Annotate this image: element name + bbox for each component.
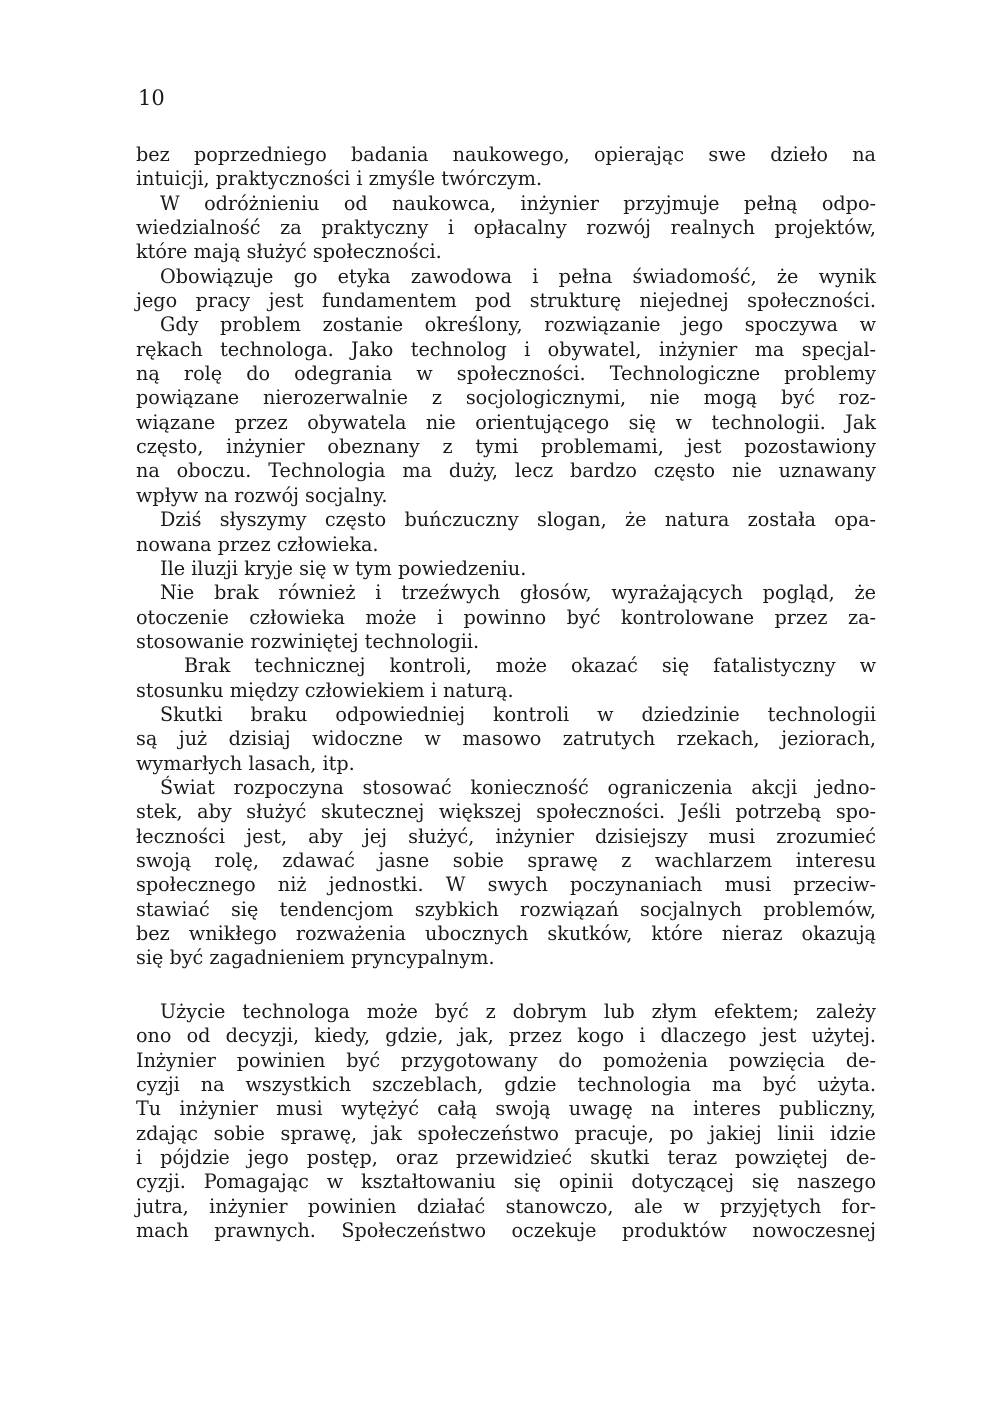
text-line: stawiać się tendencjom szybkich rozwiązań socjalnych problemów, xyxy=(136,897,876,921)
text-block-1 xyxy=(136,143,876,971)
text-line: Dziś słyszymy często buńczuczny slogan, że natura została opa- xyxy=(160,508,876,532)
text-line: stek, aby służyć skutecznej większej społeczności. Jeśli potrzebą spo- xyxy=(136,800,876,824)
text-line: społecznego niż jednostki. W swych poczynaniach musi przeciw- xyxy=(136,873,876,897)
page-number: 10 xyxy=(138,86,165,110)
text-line: bez wnikłego rozważenia ubocznych skutków, które nieraz okazują xyxy=(136,922,876,945)
text-line: swoją rolę, zdawać jasne sobie sprawę z wachlarzem interesu xyxy=(136,848,876,872)
text-line: Gdy problem zostanie określony, rozwiązanie jego spoczywa w xyxy=(160,313,876,337)
text-line: które mają służyć społeczności. xyxy=(136,240,442,264)
text-line: Świat rozpoczyna stosować konieczność ograniczenia akcji jedno- xyxy=(160,775,876,799)
text-line: nowana przez człowieka. xyxy=(136,532,379,556)
text-line: ną rolę do odegrania w społeczności. Technologiczne problemy xyxy=(136,362,876,386)
text-line: W odróżnieniu od naukowca, inżynier przyjmuje pełną odpo- xyxy=(160,191,876,215)
text-line: często, inżynier obeznany z tymi problemami, jest pozostawiony xyxy=(136,435,876,459)
text-line: Ile iluzji kryje się w tym powiedzeniu. xyxy=(160,556,527,580)
text-line: cyzji. Pomagając w kształtowaniu się opinii dotyczącej się naszego xyxy=(136,1170,876,1194)
text-line: Inżynier powinien być przygotowany do pomożenia powzięcia de- xyxy=(136,1048,876,1072)
text-line: wiązane przez obywatela nie orientującego się w technologii. Jak xyxy=(136,410,876,434)
text-line: Nie brak również i trzeźwych głosów, wyrażających pogląd, że xyxy=(160,581,876,605)
text-line: cyzji na wszystkich szczeblach, gdzie technologia ma być użyta. xyxy=(136,1073,876,1097)
text-line: na oboczu. Technologia ma duży, lecz bardzo często nie uznawany xyxy=(136,459,876,483)
text-line: Brak technicznej kontroli, może okazać się fatalistyczny w xyxy=(184,654,876,678)
text-line: Użycie technologa może być z dobrym lub złym efektem; zależy xyxy=(160,1000,876,1023)
text-line: i pójdzie jego postęp, oraz przewidzieć skutki teraz powziętej de- xyxy=(136,1146,876,1170)
text-line: stosunku między człowiekiem i naturą. xyxy=(136,678,514,702)
text-line: Tu inżynier musi wytężyć całą swoją uwagę na interes publiczny, xyxy=(136,1097,876,1121)
text-line: jego pracy jest fundamentem pod strukturę niejednej społeczności. xyxy=(136,289,876,313)
text-line: zdając sobie sprawę, jak społeczeństwo pracuje, po jakiej linii idzie xyxy=(136,1121,876,1145)
text-line: Skutki braku odpowiedniej kontroli w dziedzinie technologii xyxy=(160,702,876,726)
text-line: wymarłych lasach, itp. xyxy=(136,751,355,775)
text-line: stosowanie rozwiniętej technologii. xyxy=(136,629,480,653)
text-line: mach prawnych. Społeczeństwo oczekuje produktów nowoczesnej xyxy=(136,1219,876,1243)
text-line: wiedzialność za praktyczny i opłacalny rozwój realnych projektów, xyxy=(136,216,876,240)
text-line: jutra, inżynier powinien działać stanowczo, ale w przyjętych for- xyxy=(136,1194,876,1218)
text-line: ono od decyzji, kiedy, gdzie, jak, przez kogo i dlaczego jest użytej. xyxy=(136,1024,876,1048)
text-line: rękach technologa. Jako technolog i obywatel, inżynier ma specjal- xyxy=(136,337,876,361)
text-line: są już dzisiaj widoczne w masowo zatrutych rzekach, jeziorach, xyxy=(136,727,876,751)
text-line: otoczenie człowieka może i powinno być kontrolowane przez za- xyxy=(136,605,876,629)
text-line: łeczności jest, aby jej służyć, inżynier dzisiejszy musi zrozumieć xyxy=(136,824,876,848)
text-line: się być zagadnieniem pryncypalnym. xyxy=(136,946,495,970)
text-line: bez poprzedniego badania naukowego, opierając swe dzieło na xyxy=(136,143,876,166)
text-line: wpływ na rozwój socjalny. xyxy=(136,483,388,507)
text-line: Obowiązuje go etyka zawodowa i pełna świadomość, że wynik xyxy=(160,264,876,288)
text-line: powiązane nierozerwalnie z socjologicznymi, nie mogą być roz- xyxy=(136,386,876,410)
text-line: intuicji, praktyczności i zmyśle twórczym. xyxy=(136,167,543,191)
text-block-2 xyxy=(136,1000,876,1243)
